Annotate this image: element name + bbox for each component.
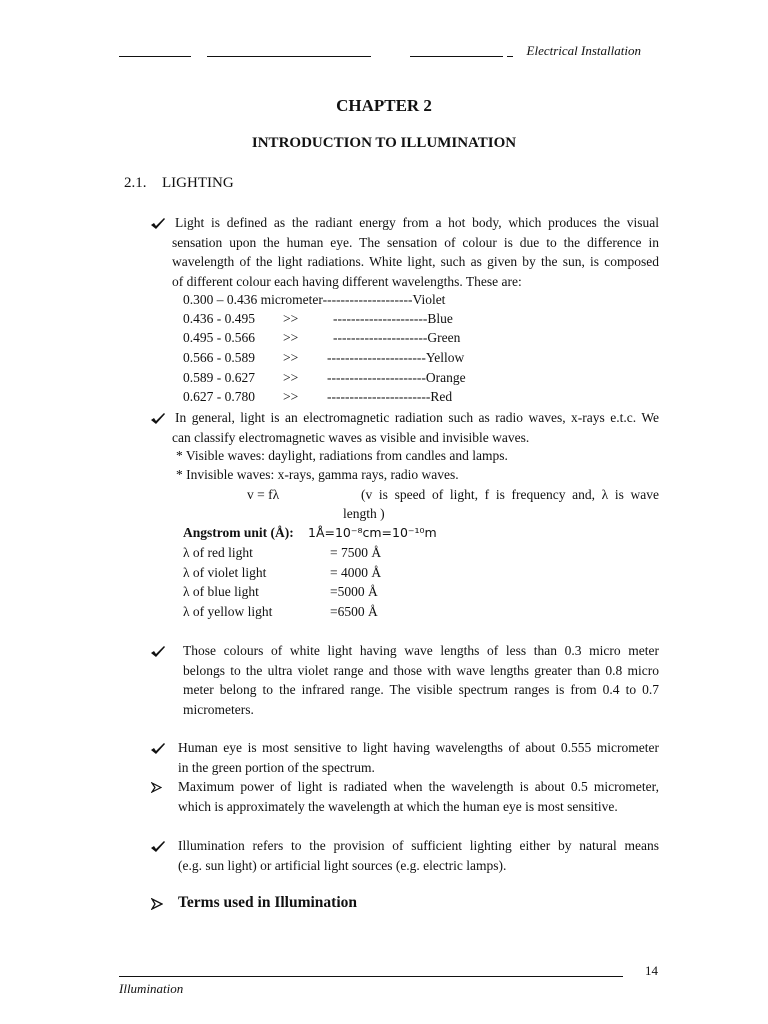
para3-line-1: Those colours of white light having wave lengths of less than 0.3 micro meter <box>183 643 659 658</box>
wavelength-dashes: ----------------------- <box>327 389 431 404</box>
chapter-number: CHAPTER 2 <box>336 96 432 115</box>
paragraph-maximum-power <box>178 777 659 816</box>
check-mark-icon <box>150 742 166 755</box>
para6-line-2: (e.g. sun light) or artificial light sources (e.g. electric lamps). <box>178 857 507 873</box>
wavelength-dashes: --------------------- <box>333 330 428 345</box>
wavelength-sep: >> <box>283 350 299 365</box>
para4-line-2: in the green portion of the spectrum. <box>178 759 375 775</box>
check-mark-icon <box>150 217 166 230</box>
wavelength-tail <box>333 311 453 327</box>
wavelength-row <box>183 292 445 308</box>
arrowhead-icon <box>151 782 162 793</box>
formula-note-cont: length ) <box>343 506 385 521</box>
paragraph-ultraviolet-infrared <box>183 641 659 719</box>
wavelength-dashes: ---------------------- <box>327 370 426 385</box>
check-mark-icon <box>150 840 166 853</box>
arrowhead-icon <box>151 898 163 910</box>
wavelength-range: 0.627 - 0.780 <box>183 389 255 404</box>
wavelength-color: Red <box>430 389 453 404</box>
wavelength-dashes: -------------------- <box>322 292 413 307</box>
wavelength-row <box>183 330 255 346</box>
wavelength-color: Blue <box>427 311 453 326</box>
header-rule-1 <box>119 56 191 57</box>
wavelength-tail <box>333 330 460 346</box>
wavelength-color: Green <box>427 330 461 345</box>
wavelength-sep: >> <box>283 311 299 326</box>
angstrom-label: Angstrom unit (Å): <box>183 525 294 540</box>
wavelength-dashes: ---------------------- <box>327 350 426 365</box>
page-number: 14 <box>645 963 658 978</box>
para1-line-1: Light is defined as the radiant energy from a hot body, which produces the visual <box>175 215 659 230</box>
para4-line-1: Human eye is most sensitive to light having wavelengths of about 0.555 micrometer <box>178 740 659 755</box>
wavelength-tail <box>327 389 452 405</box>
para3-line-3: meter belong to the infrared range. The visible spectrum ranges is from 0.4 to 0.7 <box>183 682 659 697</box>
wavelength-range: 0.300 – 0.436 micrometer <box>183 292 323 307</box>
para1-line-2: sensation upon the human eye. The sensation of colour is due to the difference in <box>172 234 659 250</box>
header-title: Electrical Installation <box>526 43 641 58</box>
wavelength-value: =5000 Å <box>330 584 378 599</box>
check-mark-icon <box>150 412 166 425</box>
wavelength-range: 0.495 - 0.566 <box>183 330 255 345</box>
header-rule-3 <box>410 56 503 57</box>
wavelength-tail <box>327 370 466 386</box>
check-mark-icon <box>150 645 166 658</box>
para5-line-1: Maximum power of light is radiated when the wavelength is about 0.5 micrometer, <box>178 779 659 794</box>
wavelength-tail <box>327 350 464 366</box>
wavelength-sep: >> <box>283 370 299 385</box>
formula: v = fλ <box>247 487 280 502</box>
wavelength-row <box>183 389 255 405</box>
wavelength-range: 0.589 - 0.627 <box>183 370 255 385</box>
formula-note: (v is speed of light, f is frequency and, λ is wave <box>361 487 659 502</box>
wavelength-row <box>183 350 255 366</box>
header-rule-4 <box>507 56 513 57</box>
paragraph-illumination <box>178 836 659 875</box>
wavelength-row <box>183 370 255 386</box>
wavelength-row <box>183 311 255 327</box>
para3-line-4: micrometers. <box>183 701 254 717</box>
wavelength-range: 0.436 - 0.495 <box>183 311 255 326</box>
para1-line-4: of different colour each having different wavelengths. These are: <box>172 273 522 289</box>
para6-line-1: Illumination refers to the provision of sufficient lighting either by natural means <box>178 838 659 853</box>
wavelength-sep: >> <box>283 389 299 404</box>
para5-line-2: which is approximately the wavelength at which the human eye is most sensitive. <box>178 798 618 814</box>
wavelength-dashes: --------------------- <box>333 311 428 326</box>
wavelength-name: λ of violet light <box>183 565 267 580</box>
paragraph-electromagnetic <box>172 408 659 447</box>
footer-rule <box>119 976 623 977</box>
wavelength-value: =6500 Å <box>330 604 378 619</box>
terms-heading: Terms used in Illumination <box>178 894 358 911</box>
wavelength-color: Yellow <box>425 350 465 365</box>
chapter-title: INTRODUCTION TO ILLUMINATION <box>251 135 517 151</box>
wavelength-color: Violet <box>412 292 446 307</box>
section-number: 2.1. <box>124 175 147 191</box>
para2-line-2: can classify electromagnetic waves as visible and invisible waves. <box>172 429 530 445</box>
section-title: LIGHTING <box>162 175 234 191</box>
wavelength-value: = 4000 Å <box>330 565 382 580</box>
wavelength-name: λ of red light <box>183 545 253 560</box>
paragraph-eye-sensitivity <box>178 738 659 777</box>
para2-line-1: In general, light is an electromagnetic radiation such as radio waves, x-rays e.t.c. We <box>175 410 659 425</box>
para3-line-2: belongs to the ultra violet range and those with wave lengths greater than 0.8 micro <box>183 662 659 678</box>
wavelength-color: Orange <box>425 370 466 385</box>
header-rule-2 <box>207 56 371 57</box>
wavelength-value: = 7500 Å <box>330 545 382 560</box>
wavelength-name: λ of yellow light <box>183 604 273 619</box>
invisible-waves: * Invisible waves: x-rays, gamma rays, radio waves. <box>176 467 459 482</box>
para1-line-3: wavelength of the light radiations. White light, such as given by the sun, is composed <box>172 254 659 269</box>
visible-waves: * Visible waves: daylight, radiations from candles and lamps. <box>176 448 508 463</box>
paragraph-light-definition <box>172 213 659 291</box>
wavelength-sep: >> <box>283 330 299 345</box>
wavelength-range: 0.566 - 0.589 <box>183 350 255 365</box>
wavelength-name: λ of blue light <box>183 584 259 599</box>
angstrom-value: 1Å=10⁻⁸cm=10⁻¹⁰m <box>308 525 437 540</box>
footer-title: Illumination <box>119 981 184 996</box>
